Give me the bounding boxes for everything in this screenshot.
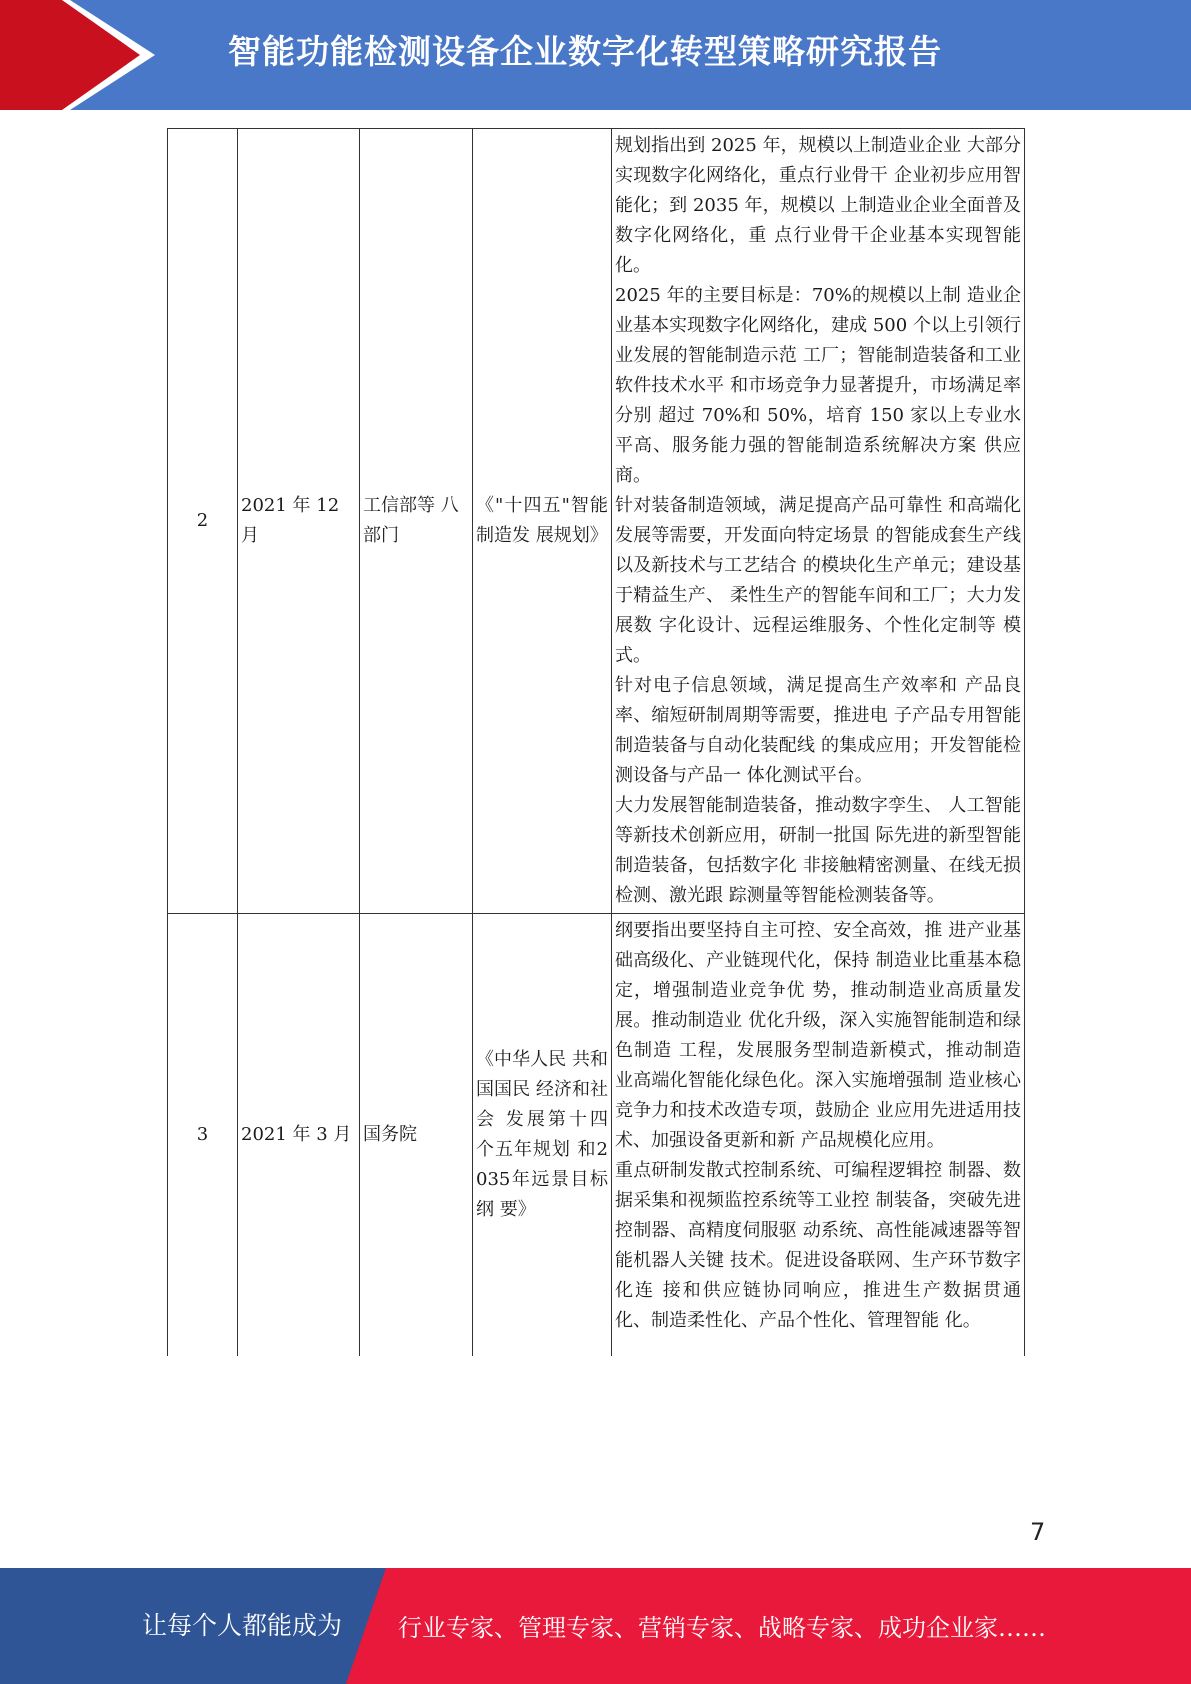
row-number: 3 (168, 914, 238, 1356)
table-row (168, 914, 1025, 1356)
page-footer (0, 1568, 1191, 1684)
content-paragraph: 纲要指出要坚持自主可控、安全高效，推 进产业基础高级化、产业链现代化，保持 制造业比重基本稳定，增强制造业竞争优 势，推动制造业高质量发展。推动制造业 优化升级，深入实施智能制造和绿色制造 工程，发展服务型制造新模式，推动制造 业高端化智能化绿色化。深入实施增强制 造业核心竞争力和技术改造专项，鼓励企 业应用先进适用技术、加强设备更新和新 产品规模化应用。 (615, 920, 1021, 1151)
content-paragraph: 重点研制发散式控制系统、可编程逻辑控 制器、数据采集和视频监控系统等工业控 制装备，突破先进控制器、高精度伺服驱 动系统、高性能减速器等智能机器人关键 技术。促进设备联网、生产环节数字化连 接和供应链协同响应，推进生产数据贯通 化、制造柔性化、产品个性化、管理智能 化。 (615, 1160, 1021, 1331)
content-paragraph: 大力发展智能制造装备，推动数字孪生、 人工智能等新技术创新应用，研制一批国 际先进的新型智能制造装备，包括数字化 非接触精密测量、在线无损检测、激光跟 踪测量等智能检测装备等。 (615, 795, 1021, 906)
footer-slogan-left: 让每个人都能成为 (142, 1611, 343, 1640)
row-document-title: 《"十四五"智能制造发 展规划》 (473, 129, 612, 914)
page-number: 7 (1030, 1518, 1046, 1546)
content-paragraph: 2025 年的主要目标是：70%的规模以上制 造业企业基本实现数字化网络化，建成 500 个以上引领行业发展的智能制造示范 工厂；智能制造装备和工业软件技术水平 和市场竞争力显著提升，市场满足率分别 超过 70%和 50%，培育 150 家以上专业水平高、服务能力强的智能制造系统解决方案 供应商。 (615, 285, 1021, 486)
content-paragraph: 针对电子信息领域，满足提高生产效率和 产品良率、缩短研制周期等需要，推进电 子产品专用智能制造装备与自动化装配线 的集成应用；开发智能检测设备与产品一 体化测试平台。 (615, 675, 1021, 786)
footer-slogan-right: 行业专家、管理专家、营销专家、战略专家、成功企业家…… (398, 1614, 1046, 1642)
row-number: 2 (168, 129, 238, 914)
report-title: 智能功能检测设备企业数字化转型策略研究报告 (228, 32, 942, 71)
row-content (612, 129, 1025, 914)
row-department: 工信部等 八部门 (360, 129, 473, 914)
header-chevron-icon (0, 0, 140, 110)
page-header (0, 0, 1191, 110)
row-department: 国务院 (360, 914, 473, 1356)
row-document-title: 《中华人民 共和国国民 经济和社会 发展第十四 个五年规划 和2035年远景目标纲 要》 (473, 914, 612, 1356)
table-row (168, 129, 1025, 914)
row-date: 2021 年 3 月 (238, 914, 360, 1356)
row-date: 2021 年 12 月 (238, 129, 360, 914)
content-paragraph: 规划指出到 2025 年，规模以上制造业企业 大部分实现数字化网络化，重点行业骨干 企业初步应用智能化；到 2035 年，规模以 上制造业企业全面普及数字化网络化，重 点行业骨干企业基本实现智能化。 (615, 135, 1021, 276)
content-paragraph: 针对装备制造领域，满足提高产品可靠性 和高端化发展等需要，开发面向特定场景 的智能成套生产线以及新技术与工艺结合 的模块化生产单元；建设基于精益生产、 柔性生产的智能车间和工厂；大力发展数 字化设计、远程运维服务、个性化定制等 模式。 (615, 495, 1021, 666)
policy-table (167, 128, 1025, 1356)
row-content (612, 914, 1025, 1356)
